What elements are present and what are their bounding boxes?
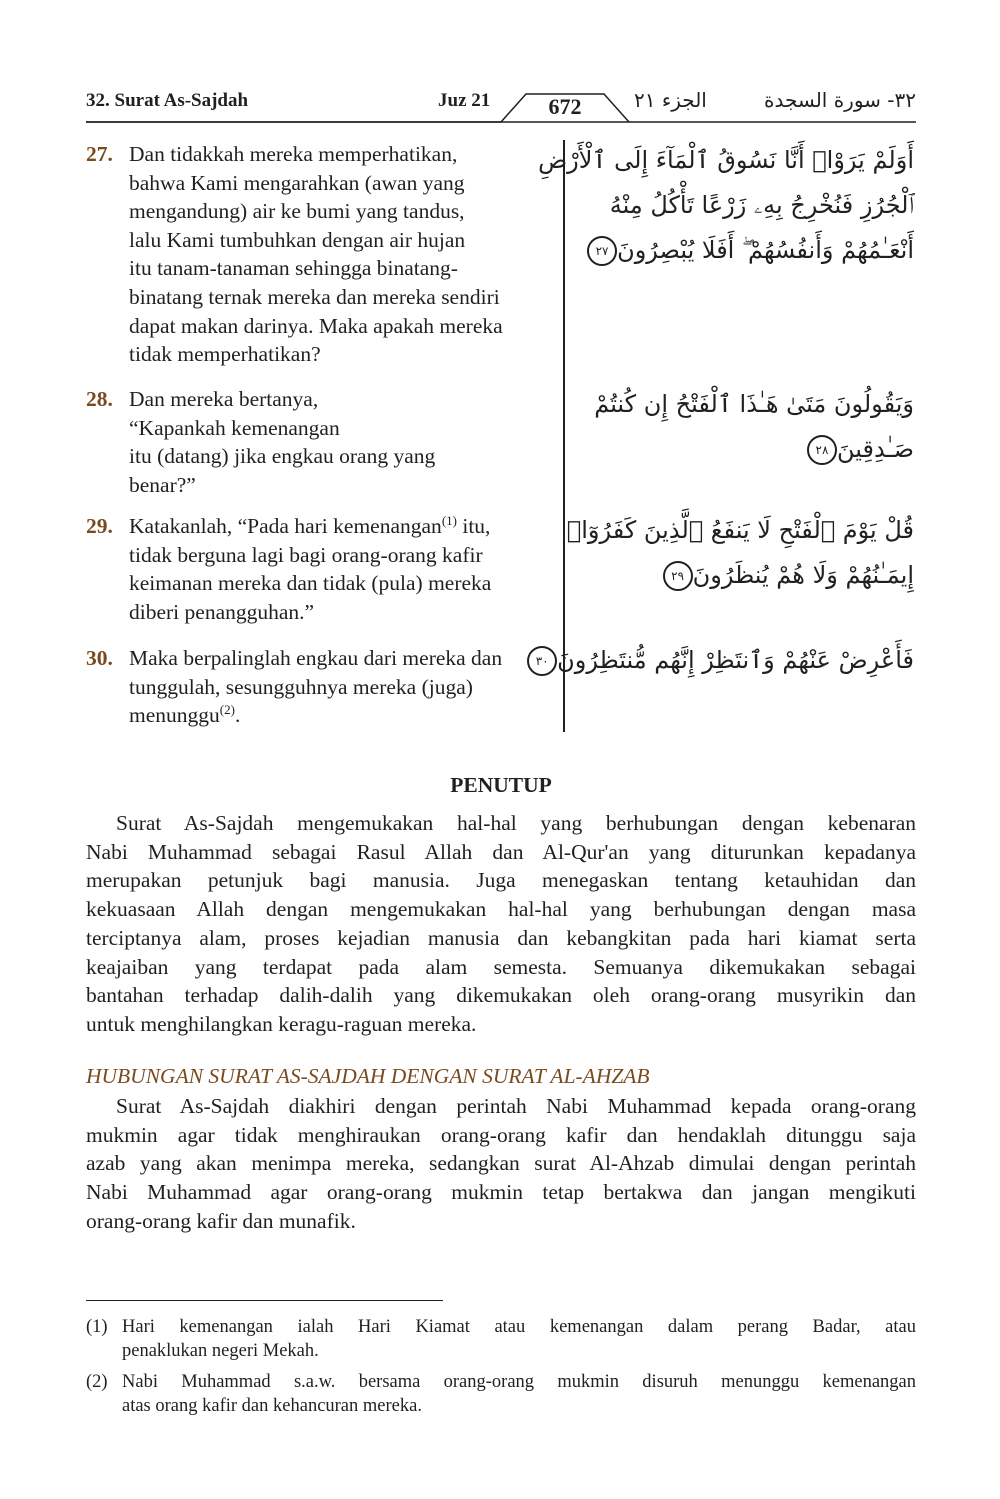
footnote-marker: (1) <box>86 1317 108 1337</box>
header-surah-arabic: ٣٢- سورة السجدة <box>763 88 916 112</box>
verse-29-translation <box>86 512 556 626</box>
verse-30-translation <box>86 644 556 730</box>
verse-number: 28. <box>86 387 113 411</box>
paragraph-line: Surat As-Sajdah diakhiri dengan perintah Nabi Muhammad kepada orang-orang <box>116 1094 916 1118</box>
verse-line: diberi penangguhan.” <box>129 599 315 624</box>
arabic-line: أَوَلَمْ يَرَوْا۟ أَنَّا نَسُوقُ ٱلْمَآءَ إِلَى ٱلْأَرْضِ <box>538 146 914 174</box>
paragraph-line: azab yang akan menimpa mereka, sedangkan surat Al-Ahzab dimulai dengan perintah <box>86 1151 916 1176</box>
footnote-2 <box>86 1370 916 1418</box>
arabic-line: فَأَعْرِضْ عَنْهُمْ وَٱنتَظِرْ إِنَّهُم مُّنتَظِرُونَ <box>557 646 914 674</box>
footnote-rule <box>86 1300 443 1301</box>
paragraph-line: Surat As-Sajdah mengemukakan hal-hal yang berhubungan dengan kebenaran <box>116 811 916 835</box>
verse-27-translation <box>86 140 556 369</box>
paragraph-line: untuk menghilangkan keragu-raguan mereka. <box>86 1011 477 1036</box>
footnote-line: penaklukan negeri Mekah. <box>122 1341 319 1361</box>
page-number: 672 <box>548 94 582 119</box>
paragraph-line: Nabi Muhammad agar orang-orang mukmin tetap bertakwa dan jangan mengikuti <box>86 1180 916 1205</box>
arabic-line: أَنْعَـٰمُهُمْ وَأَنفُسُهُمْ ۖ أَفَلَا يُبْصِرُونَ <box>617 236 914 264</box>
ayah-end-marker: ٢٧ <box>587 236 617 266</box>
verse-28-arabic <box>584 382 914 472</box>
relation-title: HUBUNGAN SURAT AS-SAJDAH DENGAN SURAT AL-AHZAB <box>86 1064 650 1088</box>
verse-28-translation <box>86 385 556 499</box>
arabic-line: قُلْ يَوْمَ ٱلْفَتْحِ لَا يَنفَعُ ٱلَّذِينَ كَفَرُوٓا۟ <box>566 516 914 544</box>
paragraph-line: mukmin agar tidak menghiraukan orang-orang kafir dan hendaklah ditunggu saja <box>86 1122 916 1147</box>
verse-line: tidak berguna lagi bagi orang-orang kafir <box>129 542 483 567</box>
verse-line: Katakanlah, “Pada hari kemenangan <box>129 514 442 538</box>
verse-line: itu (datang) jika engkau orang yang <box>129 444 436 469</box>
verse-line: mengandung) air ke bumi yang tandus, <box>129 199 465 224</box>
paragraph-line: orang-orang kafir dan munafik. <box>86 1208 356 1233</box>
verse-number: 29. <box>86 514 113 538</box>
relation-paragraph <box>86 1092 916 1236</box>
paragraph-line: Nabi Muhammad sebagai Rasul Allah dan Al-Qur'an yang diturunkan kepadanya <box>86 839 916 864</box>
verse-line: benar?” <box>129 472 196 497</box>
running-header <box>86 88 916 124</box>
paragraph-line: bantahan terhadap dalih-dalih yang dikemukakan oleh orang-orang musyrikin dan <box>86 983 916 1008</box>
arabic-line: وَيَقُولُونَ مَتَىٰ هَـٰذَا ٱلْفَتْحُ إِن كُنتُمْ <box>594 390 914 418</box>
verse-number: 27. <box>86 142 113 166</box>
paragraph-line: merupakan petunjuk bagi manusia. Juga menegaskan tentang ketauhidan dan <box>86 868 916 893</box>
footnote-ref-2: (2) <box>219 702 235 718</box>
paragraph-line: keajaiban yang terdapat pada alam semesta. Semuanya dikemukakan sebagai <box>86 954 916 979</box>
footnote-line: atas orang kafir dan kehancuran mereka. <box>122 1396 422 1416</box>
closing-title: PENUTUP <box>450 773 552 797</box>
paragraph-line: kekuasaan Allah dengan mengemukakan hal-hal yang berhubungan dengan masa <box>86 897 916 922</box>
verse-line: binatang ternak mereka dan mereka sendiri <box>129 284 500 309</box>
verse-line: Maka berpalinglah engkau dari mereka dan <box>129 646 503 670</box>
closing-paragraph <box>86 809 916 1039</box>
verse-line: tunggulah, sesungguhnya mereka (juga) <box>129 674 473 699</box>
footnote-1 <box>86 1315 916 1363</box>
header-juz-latin: Juz 21 <box>438 90 491 111</box>
arabic-line: ٱلْجُرُزِ فَنُخْرِجُ بِهِۦ زَرْعًا تَأْكُلُ مِنْهُ <box>609 191 914 219</box>
ayah-end-marker: ٢٨ <box>807 435 837 465</box>
paragraph-line: terciptanya alam, proses kejadian manusia dan kebangkitan pada hari kiamat serta <box>86 925 916 950</box>
verse-line: bahwa Kami mengarahkan (awan yang <box>129 170 465 195</box>
arabic-line: صَـٰدِقِينَ <box>837 435 914 463</box>
footnote-line: Nabi Muhammad s.a.w. bersama orang-orang mukmin disuruh menunggu kemenangan <box>122 1372 916 1392</box>
verse-number: 30. <box>86 646 113 670</box>
verse-line: “Kapankah kemenangan <box>129 415 340 440</box>
verse-line: tidak memperhatikan? <box>129 342 321 367</box>
header-juz-arabic: الجزء ٢١ <box>634 88 707 112</box>
footnote-marker: (2) <box>86 1372 108 1392</box>
arabic-line: إِيمَـٰنُهُمْ وَلَا هُمْ يُنظَرُونَ <box>692 561 914 589</box>
verse-27-arabic <box>538 138 914 273</box>
verse-line: lalu Kami tumbuhkan dengan air hujan <box>129 227 466 252</box>
verse-line: dapat makan darinya. Maka apakah mereka <box>129 313 503 338</box>
verse-29-arabic <box>566 508 914 598</box>
verse-line-tail: itu, <box>456 514 491 538</box>
header-surah-latin: 32. Surat As-Sajdah <box>86 90 249 111</box>
footnote-line: Hari kemenangan ialah Hari Kiamat atau kemenangan dalam perang Badar, atau <box>122 1317 916 1337</box>
verse-line: Dan mereka bertanya, <box>129 387 319 411</box>
footnote-ref-1: (1) <box>441 512 457 528</box>
verse-line: keimanan mereka dan tidak (pula) mereka <box>129 571 492 596</box>
verse-line-tail: . <box>234 703 241 728</box>
ayah-end-marker: ٢٩ <box>663 561 693 591</box>
verse-30-arabic <box>535 638 914 683</box>
verse-line: itu tanam-tanaman sehingga binatang- <box>129 256 458 281</box>
verse-line: Dan tidakkah mereka memperhatikan, <box>129 142 458 166</box>
verse-line: menunggu <box>129 703 220 728</box>
ayah-end-marker: ٣٠ <box>527 646 557 676</box>
